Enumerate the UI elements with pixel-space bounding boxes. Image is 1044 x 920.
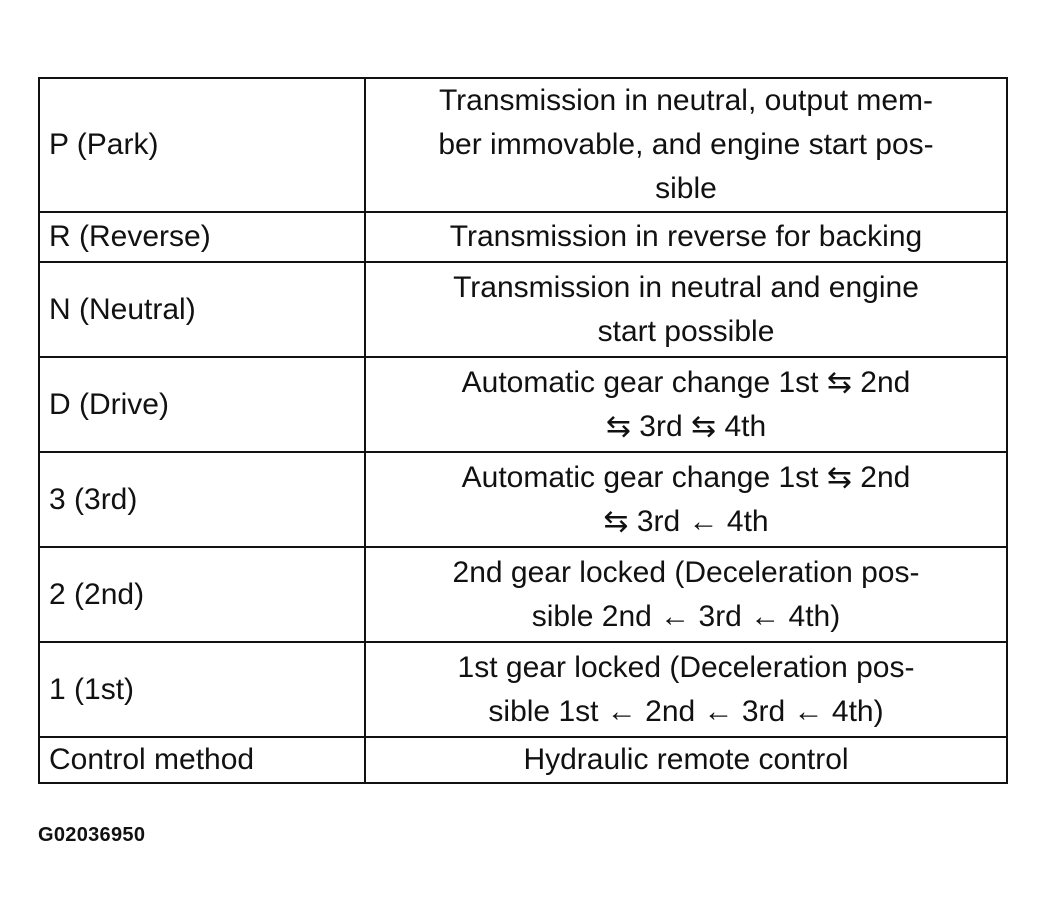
table-row [39, 452, 1007, 547]
description-line: ⇆ 3rd ← 4th [603, 504, 769, 538]
description-line: sible [655, 172, 717, 205]
position-label: N (Neutral) [39, 262, 365, 357]
position-description [365, 357, 1007, 452]
table-row [39, 78, 1007, 212]
description-line: Transmission in neutral, output mem- [438, 84, 934, 117]
position-description [365, 642, 1007, 737]
position-label: 3 (3rd) [39, 452, 365, 547]
position-description [365, 78, 1007, 212]
description-line: sible 2nd ← 3rd ← 4th) [531, 599, 841, 633]
position-label: P (Park) [39, 78, 365, 212]
description-line: Hydraulic remote control [523, 743, 849, 776]
position-label: 2 (2nd) [39, 547, 365, 642]
table-row [39, 547, 1007, 642]
position-description [365, 547, 1007, 642]
position-label: Control method [39, 737, 365, 783]
description-line: Transmission in neutral and engine [453, 270, 919, 304]
position-label: R (Reverse) [39, 212, 365, 262]
description-line: ber immovable, and engine start pos- [438, 128, 934, 161]
position-description [365, 212, 1007, 262]
table-row [39, 357, 1007, 452]
position-description [365, 262, 1007, 357]
description-line: start possible [597, 314, 775, 348]
description-line: ⇆ 3rd ⇆ 4th [605, 409, 767, 443]
description-line: 2nd gear locked (Deceleration pos- [452, 555, 920, 589]
table-row [39, 212, 1007, 262]
figure-id: G02036950 [38, 824, 146, 846]
description-line: 1st gear locked (Deceleration pos- [457, 650, 915, 684]
position-label: D (Drive) [39, 357, 365, 452]
description-line: Automatic gear change 1st ⇆ 2nd [461, 460, 911, 494]
shift-position-table [38, 77, 1008, 784]
position-description [365, 452, 1007, 547]
description-line: Automatic gear change 1st ⇆ 2nd [461, 365, 911, 399]
table-row [39, 262, 1007, 357]
table-row [39, 737, 1007, 783]
description-line: sible 1st ← 2nd ← 3rd ← 4th) [488, 694, 884, 728]
position-description [365, 737, 1007, 783]
position-label: 1 (1st) [39, 642, 365, 737]
description-line: Transmission in reverse for backing [449, 220, 923, 253]
table-row [39, 642, 1007, 737]
